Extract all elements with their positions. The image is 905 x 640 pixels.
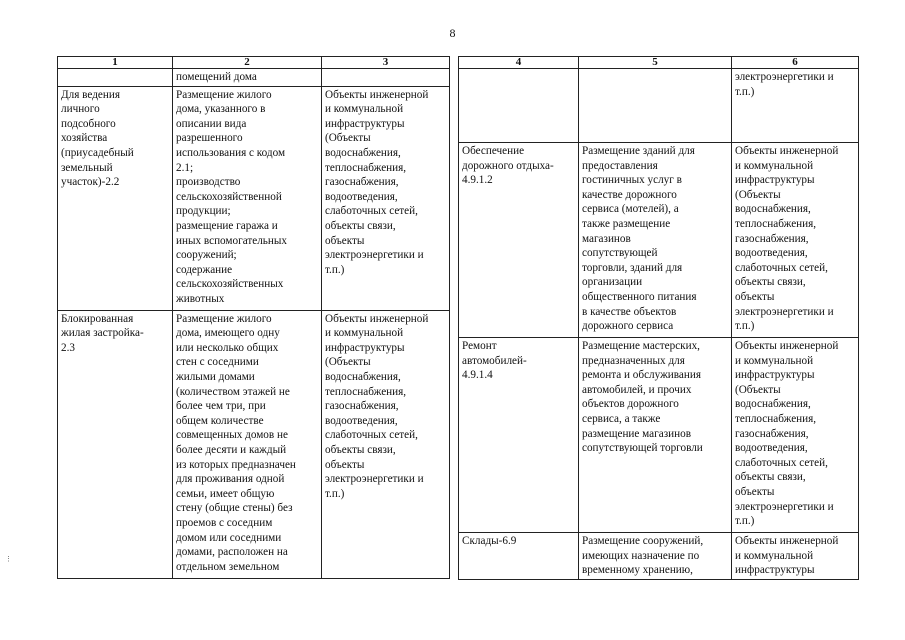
table-cell <box>459 69 579 143</box>
table-cell: Размещение жилого дома, указанного в описании вида разрешенного использования с кодом 2.1; производство сельскохозяйственной продукции; размещение гаража и иных вспомогательных сооружений; содержание сельскохозяйственных животных <box>173 86 322 310</box>
header-row <box>459 57 859 69</box>
table-cell <box>579 69 732 143</box>
table-cell: Объекты инженерной и коммунальной инфраструктуры (Объекты водоснабжения, теплоснабжения, газоснабжения, водоотведения, слаботочных сетей, объекты связи, объекты электроэнергетики и т.п.) <box>322 86 450 310</box>
table-row <box>459 338 859 533</box>
header-cell: 2 <box>173 57 322 69</box>
page-number: 8 <box>449 26 456 40</box>
table-row <box>58 69 450 87</box>
table-cell: Размещение мастерских, предназначенных для ремонта и обслуживания автомобилей, и прочих объектов дорожного сервиса, а также размещение магазинов сопутствующей торговли <box>579 338 732 533</box>
header-cell: 4 <box>459 57 579 69</box>
table-cell: Объекты инженерной и коммунальной инфраструктуры (Объекты водоснабжения, теплоснабжения, газоснабжения, водоотведения, слаботочных сетей, объекты связи, объекты электроэнергетики и т.п.) <box>322 310 450 578</box>
table-cell: помещений дома <box>173 69 322 87</box>
header-row <box>58 57 450 69</box>
table-row <box>459 69 859 143</box>
table-cell: Объекты инженерной и коммунальной инфраструктуры (Объекты водоснабжения, теплоснабжения, газоснабжения, водоотведения, слаботочных сетей, объекты связи, объекты электроэнергетики и т.п.) <box>732 338 859 533</box>
left-table <box>57 56 450 579</box>
header-cell: 6 <box>732 57 859 69</box>
table-row <box>459 143 859 338</box>
header-cell: 1 <box>58 57 173 69</box>
table-cell: Склады-6.9 <box>459 533 579 580</box>
table-cell: Размещение сооружений, имеющих назначение по временному хранению, <box>579 533 732 580</box>
header-cell: 3 <box>322 57 450 69</box>
table-cell: Обеспечение дорожного отдыха- 4.9.1.2 <box>459 143 579 338</box>
table-cell: Ремонт автомобилей- 4.9.1.4 <box>459 338 579 533</box>
table-cell <box>322 69 450 87</box>
table-row <box>58 86 450 310</box>
table-row <box>58 310 450 578</box>
table-cell <box>58 69 173 87</box>
table-cell: Размещение зданий для предоставления гостиничных услуг в качестве дорожного сервиса (мотелей), а также размещение магазинов сопутствующей торговли, зданий для организации общественного питания в качестве объектов дорожного сервиса <box>579 143 732 338</box>
table-cell: Объекты инженерной и коммунальной инфраструктуры <box>732 533 859 580</box>
right-table <box>458 56 859 580</box>
table-cell: Размещение жилого дома, имеющего одну или несколько общих стен с соседними жилыми домами (количеством этажей не более чем три, при общем количестве совмещенных домов не более десяти и каждый из которых предназначен для проживания одной семьи, имеет общую стену (общие стены) без проемов с соседним домом или соседними домами, расположен на отдельном земельном <box>173 310 322 578</box>
table-cell: Блокированная жилая застройка- 2.3 <box>58 310 173 578</box>
header-cell: 5 <box>579 57 732 69</box>
margin-mark: ⋮ <box>5 555 12 563</box>
table-cell: Для ведения личного подсобного хозяйства (приусадебный земельный участок)-2.2 <box>58 86 173 310</box>
table-row <box>459 533 859 580</box>
table-cell: электроэнергетики и т.п.) <box>732 69 859 143</box>
table-cell: Объекты инженерной и коммунальной инфраструктуры (Объекты водоснабжения, теплоснабжения, газоснабжения, водоотведения, слаботочных сетей, объекты связи, объекты электроэнергетики и т.п.) <box>732 143 859 338</box>
